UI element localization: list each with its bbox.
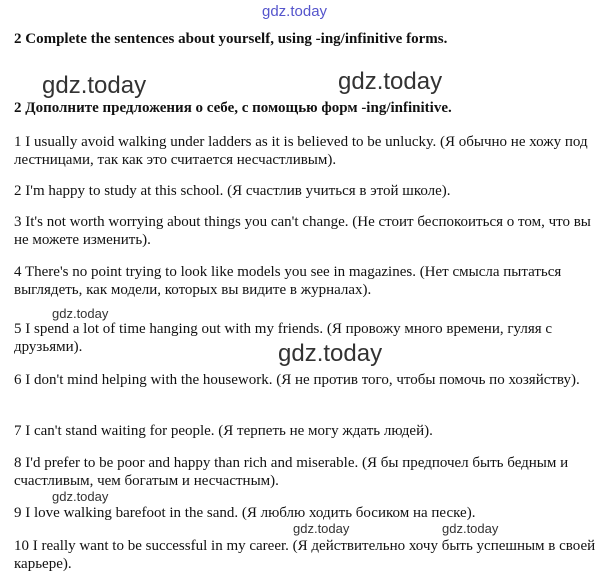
sentence-item-8: 8 I'd prefer to be poor and happy than rich and miserable. (Я бы предпочел быть бедным и счастливым, чем богатым и несчастным). [14, 455, 569, 489]
sentence-item-6: 6 I don't mind helping with the housework. (Я не против того, чтобы помочь по хозяйству). [14, 372, 580, 388]
watermark: gdz.today [442, 521, 499, 536]
exercise-heading-english: 2 Complete the sentences about yourself, using -ing/infinitive forms. [14, 31, 448, 47]
sentence-item-2: 2 I'm happy to study at this school. (Я счастлив учиться в этой школе). [14, 183, 451, 199]
sentence-item-4: 4 There's no point trying to look like models you see in magazines. (Нет смысла пытаться выглядеть, как модели, которых вы видите в журналах). [14, 264, 562, 298]
watermark: gdz.today [293, 521, 350, 536]
watermark: gdz.today [338, 68, 443, 95]
watermark: gdz.today [262, 3, 328, 20]
exercise-heading-russian: 2 Дополните предложения о себе, с помощью форм -ing/infinitive. [14, 100, 452, 116]
sentence-item-3: 3 It's not worth worrying about things you can't change. (Не стоит беспокоиться о том, что вы не можете изменить). [14, 214, 591, 248]
watermark: gdz.today [52, 306, 109, 321]
watermark: gdz.today [42, 72, 147, 99]
watermark: gdz.today [278, 340, 383, 367]
sentence-item-10: 10 I really want to be successful in my career. (Я действительно хочу быть успешным в своей карьере). [14, 538, 596, 572]
sentence-item-5: 5 I spend a lot of time hanging out with my friends. (Я провожу много времени, гуляя с друзьями). [14, 321, 553, 355]
sentence-item-7: 7 I can't stand waiting for people. (Я терпеть не могу ждать людей). [14, 423, 433, 439]
sentence-item-1: 1 I usually avoid walking under ladders as it is believed to be unlucky. (Я обычно не хожу под лестницами, так как это считается несчастливым). [14, 134, 588, 168]
watermark: gdz.today [52, 489, 109, 504]
sentence-item-9: 9 I love walking barefoot in the sand. (Я люблю ходить босиком на песке). [14, 505, 476, 521]
